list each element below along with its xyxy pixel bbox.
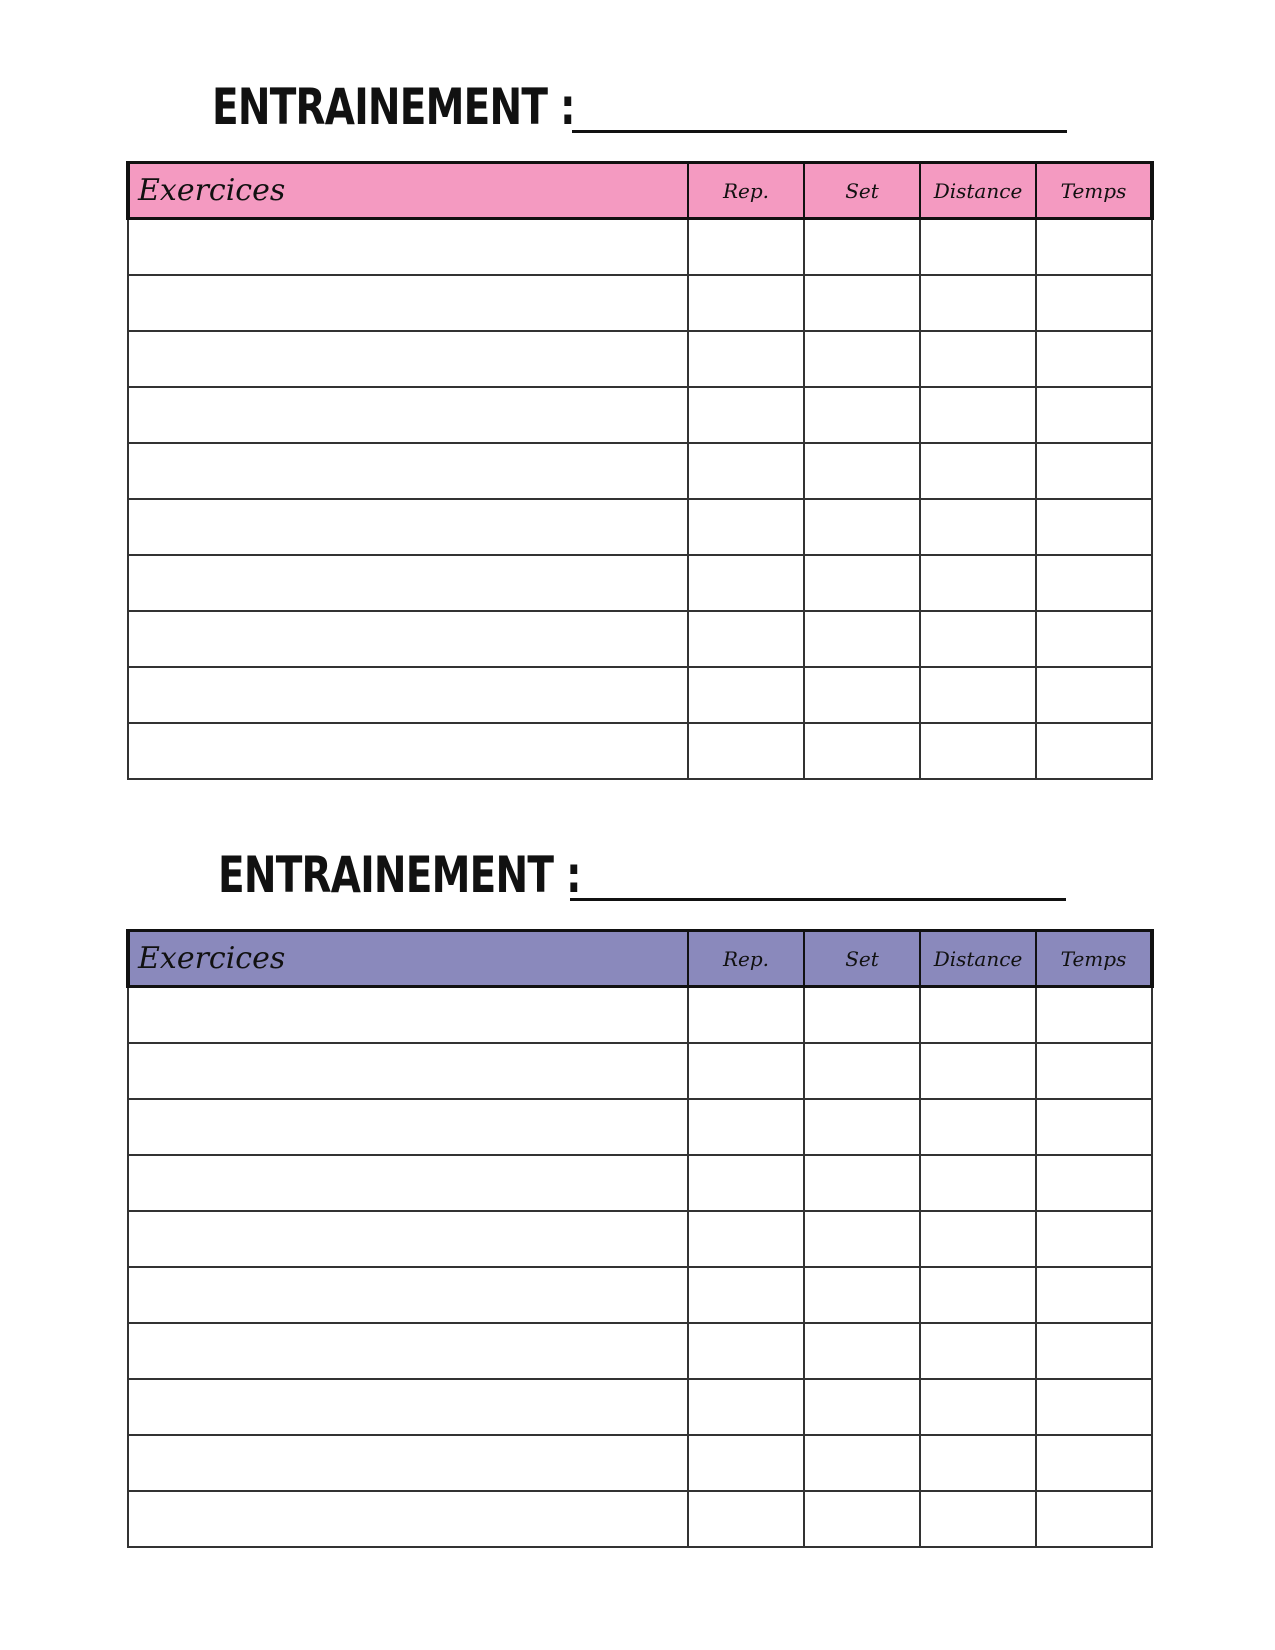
table-row (128, 1211, 1152, 1267)
column-header-distance: Distance (920, 163, 1036, 219)
column-header-rep: Rep. (688, 931, 804, 987)
temps-cell[interactable] (1036, 1267, 1152, 1323)
exercise-cell[interactable] (128, 219, 688, 275)
rep-cell[interactable] (688, 1379, 804, 1435)
temps-cell[interactable] (1036, 331, 1152, 387)
column-header-temps: Temps (1036, 163, 1152, 219)
set-cell[interactable] (804, 667, 920, 723)
rep-cell[interactable] (688, 219, 804, 275)
set-cell[interactable] (804, 1491, 920, 1547)
table-header-row (128, 163, 1152, 219)
table-row (128, 1435, 1152, 1491)
distance-cell[interactable] (920, 1211, 1036, 1267)
exercise-cell[interactable] (128, 1211, 688, 1267)
table-row (128, 987, 1152, 1043)
table-row (128, 611, 1152, 667)
exercise-cell[interactable] (128, 1491, 688, 1547)
set-cell[interactable] (804, 1043, 920, 1099)
exercise-cell[interactable] (128, 611, 688, 667)
temps-cell[interactable] (1036, 555, 1152, 611)
workout-name-blank-line[interactable] (570, 898, 1066, 901)
table-row (128, 443, 1152, 499)
column-header-exercises: Exercices (128, 931, 688, 987)
distance-cell[interactable] (920, 1099, 1036, 1155)
temps-cell[interactable] (1036, 1211, 1152, 1267)
rep-cell[interactable] (688, 611, 804, 667)
workout-title-row (218, 840, 1078, 910)
rep-cell[interactable] (688, 667, 804, 723)
exercise-cell[interactable] (128, 555, 688, 611)
column-header-exercises: Exercices (128, 163, 688, 219)
exercise-cell[interactable] (128, 331, 688, 387)
distance-cell[interactable] (920, 1379, 1036, 1435)
distance-cell[interactable] (920, 1323, 1036, 1379)
table-row (128, 1379, 1152, 1435)
table-row (128, 1323, 1152, 1379)
rep-cell[interactable] (688, 555, 804, 611)
table-row (128, 275, 1152, 331)
table-row (128, 1155, 1152, 1211)
temps-cell[interactable] (1036, 1099, 1152, 1155)
set-cell[interactable] (804, 275, 920, 331)
temps-cell[interactable] (1036, 1043, 1152, 1099)
exercise-cell[interactable] (128, 499, 688, 555)
set-cell[interactable] (804, 443, 920, 499)
table-row (128, 331, 1152, 387)
temps-cell[interactable] (1036, 1491, 1152, 1547)
table-row (128, 387, 1152, 443)
rep-cell[interactable] (688, 387, 804, 443)
rep-cell[interactable] (688, 987, 804, 1043)
exercise-cell[interactable] (128, 387, 688, 443)
rep-cell[interactable] (688, 275, 804, 331)
rep-cell[interactable] (688, 331, 804, 387)
set-cell[interactable] (804, 219, 920, 275)
set-cell[interactable] (804, 1323, 920, 1379)
column-header-rep: Rep. (688, 163, 804, 219)
table-row (128, 1043, 1152, 1099)
workout-name-blank-line[interactable] (572, 130, 1067, 133)
table-row (128, 499, 1152, 555)
workout-title-row (212, 72, 1072, 142)
rep-cell[interactable] (688, 1099, 804, 1155)
exercise-cell[interactable] (128, 1099, 688, 1155)
exercise-cell[interactable] (128, 1267, 688, 1323)
exercise-cell[interactable] (128, 1155, 688, 1211)
distance-cell[interactable] (920, 555, 1036, 611)
rep-cell[interactable] (688, 1155, 804, 1211)
table-row (128, 555, 1152, 611)
temps-cell[interactable] (1036, 499, 1152, 555)
temps-cell[interactable] (1036, 275, 1152, 331)
temps-cell[interactable] (1036, 723, 1152, 779)
distance-cell[interactable] (920, 219, 1036, 275)
table-row (128, 219, 1152, 275)
distance-cell[interactable] (920, 1435, 1036, 1491)
rep-cell[interactable] (688, 723, 804, 779)
table-header-row (128, 931, 1152, 987)
table-row (128, 1267, 1152, 1323)
workout-title: ENTRAINEMENT : (218, 846, 581, 904)
rep-cell[interactable] (688, 1043, 804, 1099)
exercise-table (126, 161, 1154, 780)
exercise-cell[interactable] (128, 667, 688, 723)
exercise-cell[interactable] (128, 443, 688, 499)
set-cell[interactable] (804, 331, 920, 387)
distance-cell[interactable] (920, 443, 1036, 499)
column-header-set: Set (804, 163, 920, 219)
column-header-distance: Distance (920, 931, 1036, 987)
distance-cell[interactable] (920, 987, 1036, 1043)
exercise-cell[interactable] (128, 1379, 688, 1435)
table-row (128, 667, 1152, 723)
rep-cell[interactable] (688, 443, 804, 499)
distance-cell[interactable] (920, 611, 1036, 667)
set-cell[interactable] (804, 387, 920, 443)
rep-cell[interactable] (688, 1435, 804, 1491)
distance-cell[interactable] (920, 1043, 1036, 1099)
set-cell[interactable] (804, 555, 920, 611)
temps-cell[interactable] (1036, 387, 1152, 443)
distance-cell[interactable] (920, 1267, 1036, 1323)
set-cell[interactable] (804, 987, 920, 1043)
set-cell[interactable] (804, 1155, 920, 1211)
temps-cell[interactable] (1036, 611, 1152, 667)
set-cell[interactable] (804, 723, 920, 779)
distance-cell[interactable] (920, 499, 1036, 555)
set-cell[interactable] (804, 1435, 920, 1491)
column-header-set: Set (804, 931, 920, 987)
exercise-cell[interactable] (128, 723, 688, 779)
distance-cell[interactable] (920, 723, 1036, 779)
exercise-table (126, 929, 1154, 1548)
rep-cell[interactable] (688, 1323, 804, 1379)
exercise-cell[interactable] (128, 1323, 688, 1379)
exercise-cell[interactable] (128, 1435, 688, 1491)
set-cell[interactable] (804, 611, 920, 667)
temps-cell[interactable] (1036, 667, 1152, 723)
rep-cell[interactable] (688, 1491, 804, 1547)
distance-cell[interactable] (920, 275, 1036, 331)
set-cell[interactable] (804, 1267, 920, 1323)
temps-cell[interactable] (1036, 219, 1152, 275)
set-cell[interactable] (804, 1211, 920, 1267)
rep-cell[interactable] (688, 1211, 804, 1267)
table-row (128, 723, 1152, 779)
exercise-cell[interactable] (128, 987, 688, 1043)
set-cell[interactable] (804, 499, 920, 555)
exercise-cell[interactable] (128, 1043, 688, 1099)
table-row (128, 1491, 1152, 1547)
exercise-cell[interactable] (128, 275, 688, 331)
distance-cell[interactable] (920, 331, 1036, 387)
column-header-temps: Temps (1036, 931, 1152, 987)
workout-title: ENTRAINEMENT : (212, 78, 575, 136)
table-row (128, 1099, 1152, 1155)
rep-cell[interactable] (688, 1267, 804, 1323)
temps-cell[interactable] (1036, 987, 1152, 1043)
distance-cell[interactable] (920, 387, 1036, 443)
temps-cell[interactable] (1036, 1323, 1152, 1379)
set-cell[interactable] (804, 1379, 920, 1435)
set-cell[interactable] (804, 1099, 920, 1155)
distance-cell[interactable] (920, 667, 1036, 723)
temps-cell[interactable] (1036, 1379, 1152, 1435)
distance-cell[interactable] (920, 1155, 1036, 1211)
rep-cell[interactable] (688, 499, 804, 555)
temps-cell[interactable] (1036, 443, 1152, 499)
distance-cell[interactable] (920, 1491, 1036, 1547)
temps-cell[interactable] (1036, 1435, 1152, 1491)
temps-cell[interactable] (1036, 1155, 1152, 1211)
